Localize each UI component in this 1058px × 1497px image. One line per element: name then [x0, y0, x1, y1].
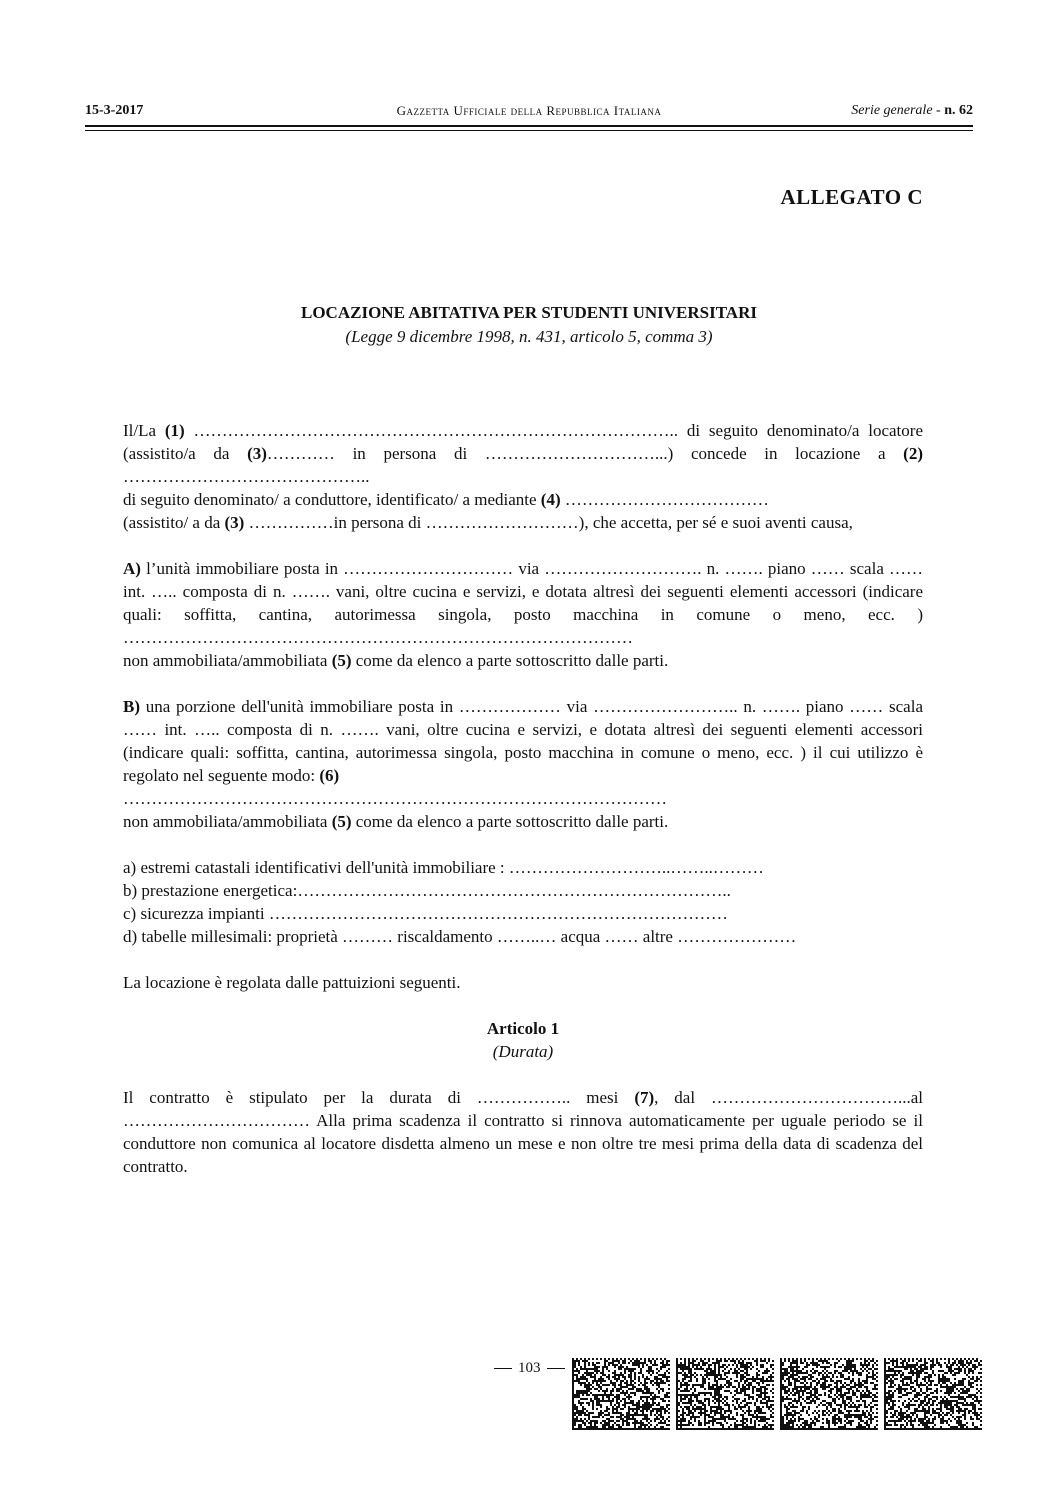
ref-5: (5) — [331, 651, 352, 670]
section-b-dots: …………………………………………………………………………………… — [123, 789, 667, 808]
document-body — [123, 419, 923, 1201]
dash-right — [547, 1368, 565, 1369]
detail-item: c) sicurezza impianti ……………………………………………………………………… — [123, 904, 728, 923]
header-rule-thin — [85, 130, 973, 131]
issue-date: 15-3-2017 — [85, 103, 144, 118]
section-b-text: non ammobiliata/ammobiliata — [123, 812, 332, 831]
section-a — [123, 557, 923, 672]
ref-4: (4) — [540, 490, 561, 509]
datamatrix-code-1 — [572, 1358, 670, 1430]
intro-text: ……………………………… — [560, 490, 769, 509]
section-a-text: come da elenco a parte sottoscritto dalle parti. — [351, 651, 669, 670]
section-a-text: l’unità immobiliare posta in ………………………… via ………………………. n. ……. piano …… scala …… int. ….. composta di n. ……. vani, oltre cucina e servizi, e dotata altresì dei seguenti elementi accessori (indicare quali: soffitta, cantina, autorimessa singola, posto macchina in comune o meno, ecc. ) ……………………………………………………………………………… — [123, 559, 923, 647]
document-title: LOCAZIONE ABITATIVA PER STUDENTI UNIVERSITARI — [301, 303, 757, 322]
section-a-label: A) — [123, 559, 141, 578]
issue-number-prefix: n. — [944, 103, 959, 118]
detail-item: d) tabelle millesimali: proprietà ……… riscaldamento ……..… acqua …… altre ………………… — [123, 927, 797, 946]
ref-6: (6) — [319, 766, 340, 785]
detail-item: b) prestazione energetica:………………………………………………………………….. — [123, 881, 731, 900]
datamatrix-code-4 — [884, 1358, 982, 1430]
property-details — [123, 856, 923, 948]
ref-2: (2) — [903, 444, 923, 463]
article-1-text — [123, 1086, 923, 1178]
serie-separator: - — [932, 103, 945, 118]
datamatrix-code-2 — [676, 1358, 774, 1430]
section-b-label: B) — [123, 697, 140, 716]
intro-text: ………… in persona di …………………………...) concede in locazione a — [266, 444, 904, 463]
intro-text: ………………………………………………………………………….. di seguito denominato/a locatore (assistito/a da — [123, 421, 923, 463]
intro-text: ……………in persona di ………………………), che accetta, per sé e suoi aventi causa, — [244, 513, 853, 532]
intro-text: …………………………………….. — [123, 467, 370, 486]
datamatrix-code-3 — [780, 1358, 878, 1430]
header-rule-thick — [85, 125, 973, 127]
ref-7: (7) — [634, 1088, 655, 1107]
intro-text: di seguito denominato/ a conduttore, identificato/ a mediante — [123, 490, 541, 509]
spacer — [123, 1063, 923, 1086]
issue-info — [851, 103, 973, 119]
ref-3: (3) — [247, 444, 267, 463]
article-1-text-part: Il contratto è stipulato per la durata di …………….. mesi — [123, 1088, 635, 1107]
ref-1: (1) — [164, 421, 185, 440]
serie-label: Serie generale — [851, 103, 933, 118]
dash-left — [494, 1368, 512, 1369]
ref-5: (5) — [331, 812, 352, 831]
article-1-text-part: , dal ……………………………...al …………………………… Alla prima scadenza il contratto si rinnova automaticamente per uguale periodo se il conduttore non comunica al locatore disdetta almeno un mese e non oltre tre mesi prima della data di scadenza del contratto. — [123, 1088, 924, 1176]
document-subtitle: (Legge 9 dicembre 1998, n. 431, articolo 5, comma 3) — [345, 327, 713, 346]
intro-paragraph — [123, 419, 923, 534]
detail-item: a) estremi catastali identificativi dell'unità immobiliare : ………………………..……..……… — [123, 858, 764, 877]
article-1-title: Articolo 1 — [486, 1019, 560, 1038]
section-a-text: non ammobiliata/ammobiliata — [123, 651, 332, 670]
intro-text: Il/La — [123, 421, 165, 440]
page-number — [488, 1360, 571, 1377]
page-number-value: 103 — [518, 1360, 541, 1376]
article-1-subtitle: (Durata) — [492, 1042, 554, 1061]
page-header — [85, 103, 973, 123]
ref-3: (3) — [224, 513, 245, 532]
gazette-title: Gazzetta Ufficiale della Repubblica Italiana — [396, 103, 662, 118]
annex-label: ALLEGATO C — [780, 185, 923, 209]
intro-text: (assistito/ a da — [123, 513, 225, 532]
section-b-text: come da elenco a parte sottoscritto dalle parti. — [351, 812, 669, 831]
issue-number: 62 — [959, 103, 973, 118]
section-b-text: una porzione dell'unità immobiliare posta in ……………… via …………………….. n. ……. piano …… scala …… int. ….. composta di n. ……. vani, oltre cucina e servizi, e dotata altresì dei seguenti elementi accessori (indicare quali: soffitta, cantina, autorimessa singola, posto macchina in comune o meno, ecc. ) il cui utilizzo è regolato nel seguente modo: — [123, 697, 923, 785]
section-b — [123, 695, 923, 833]
regulation-statement: La locazione è regolata dalle pattuizioni seguenti. — [123, 973, 461, 992]
